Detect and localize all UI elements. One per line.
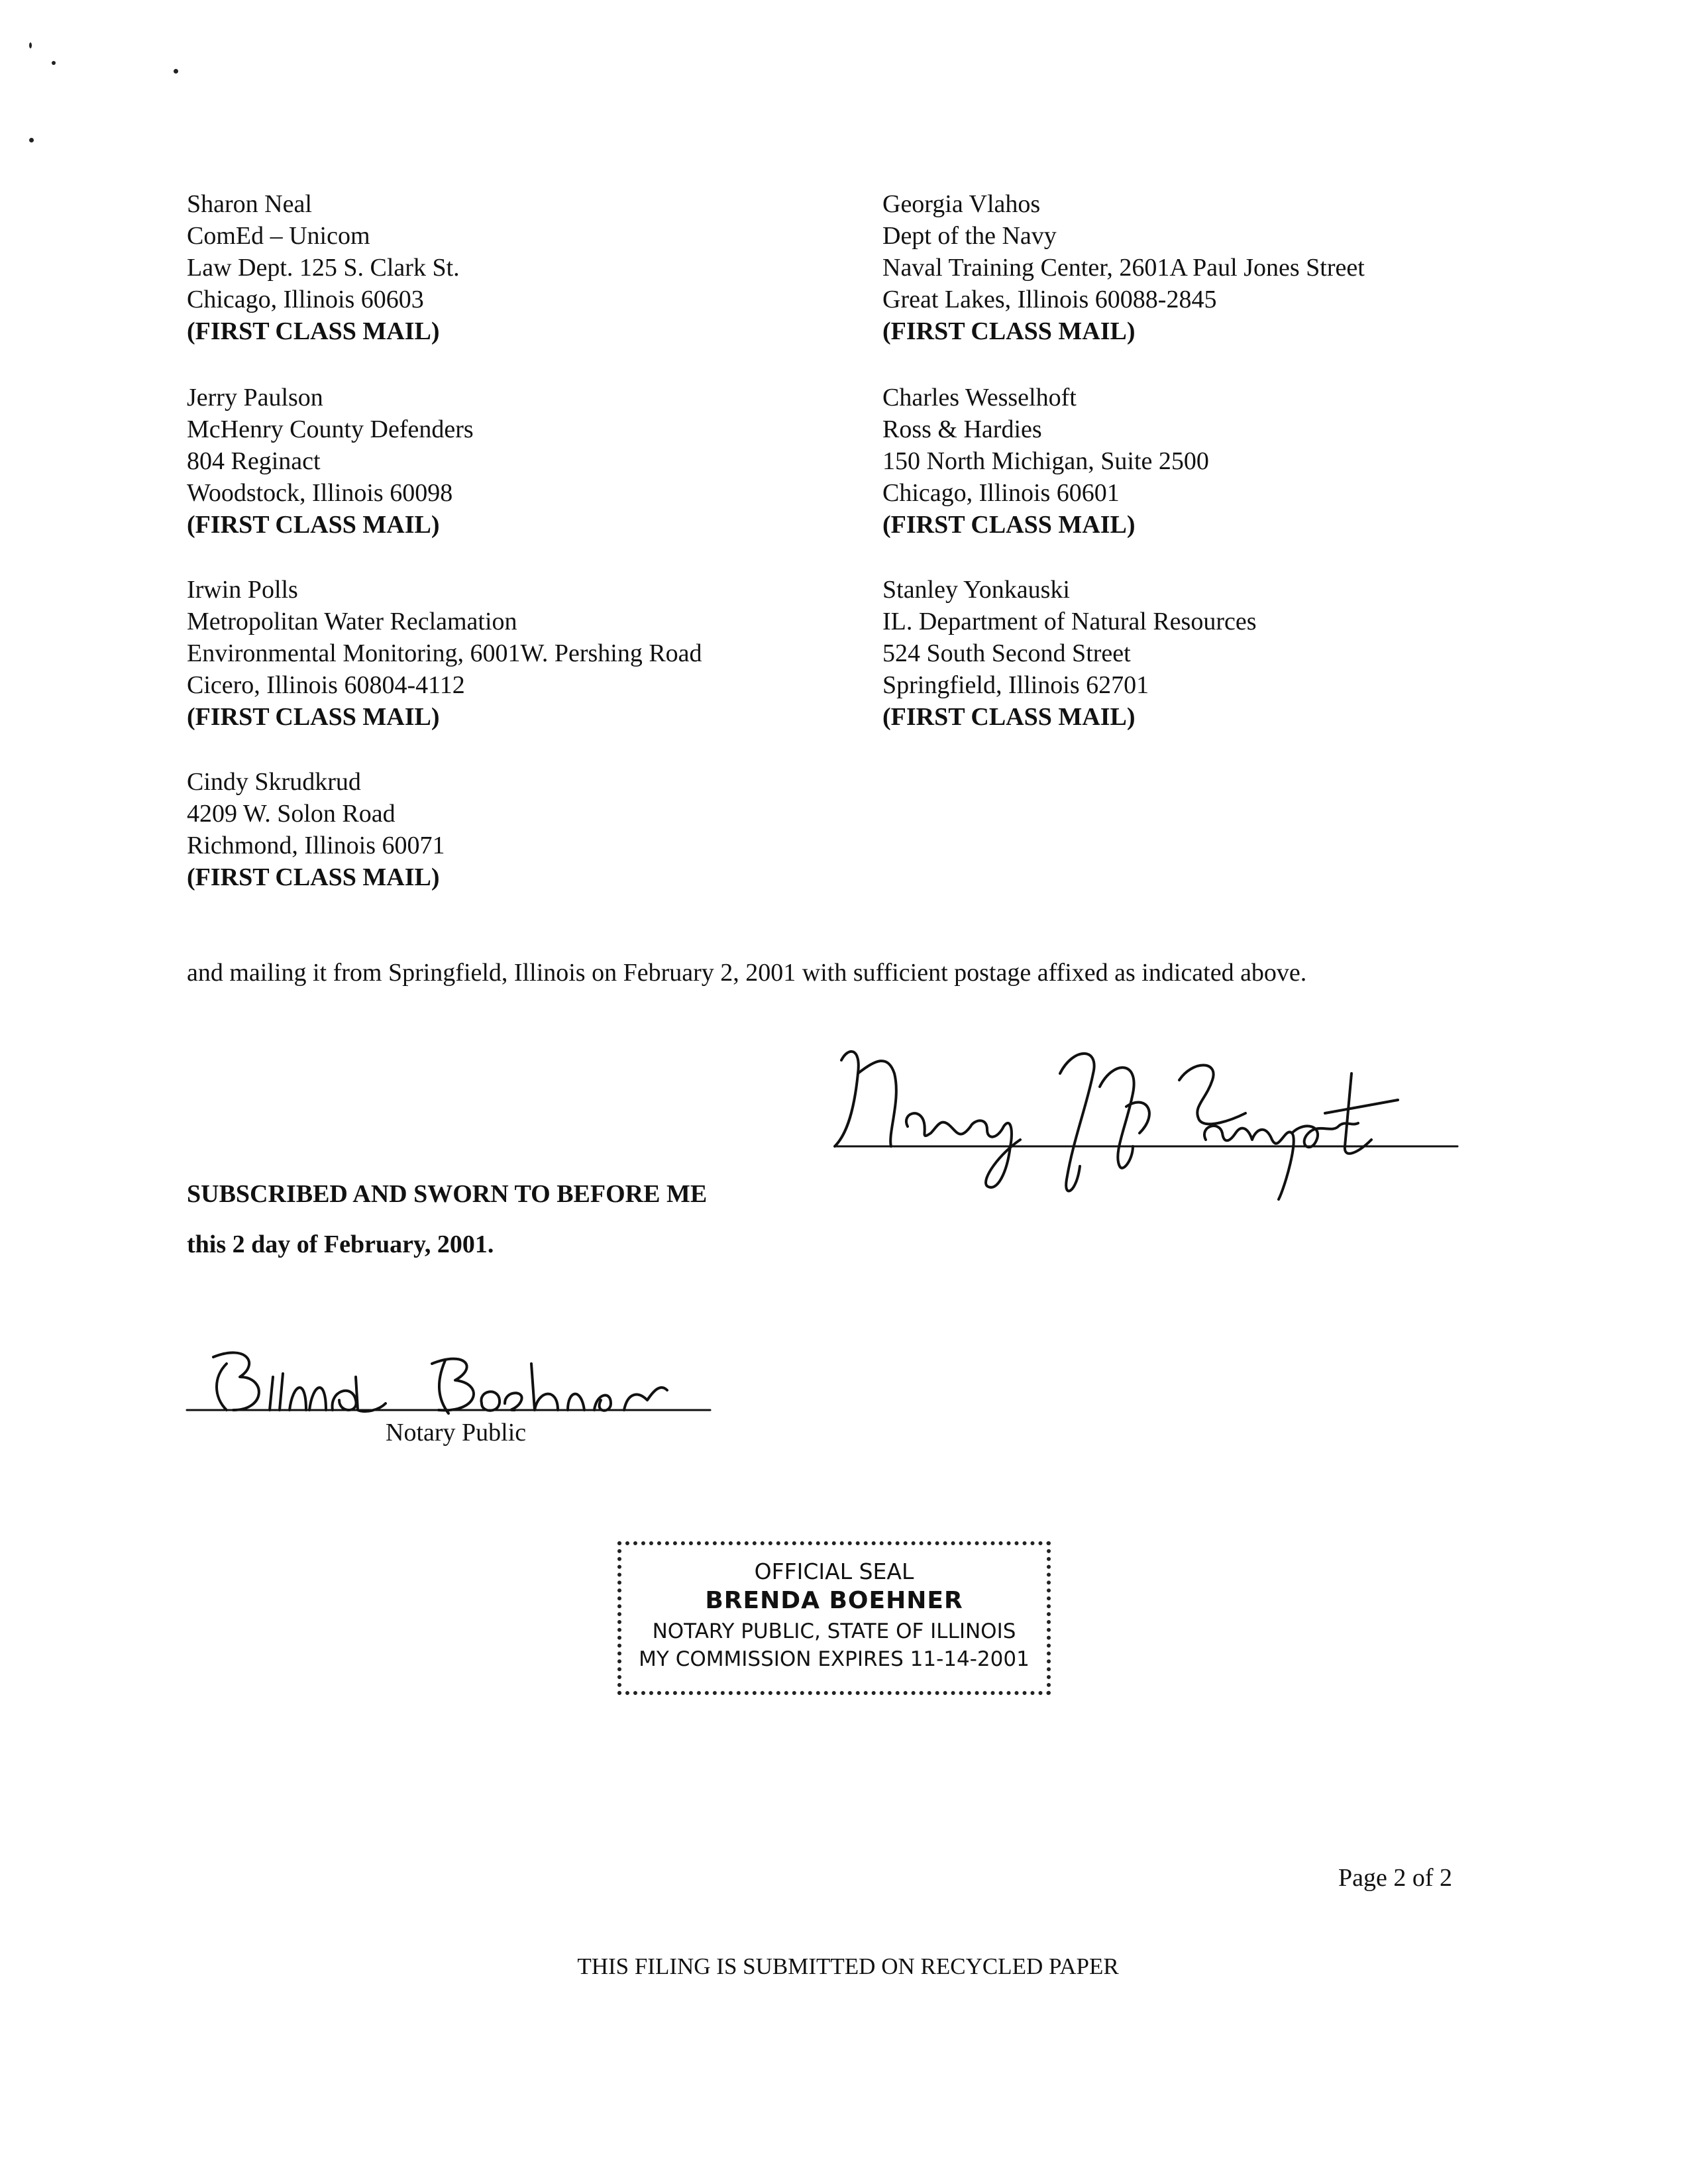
date-line: this 2 day of February, 2001. bbox=[187, 1230, 494, 1258]
recycled-paper-footer: THIS FILING IS SUBMITTED ON RECYCLED PAPER bbox=[577, 1953, 1119, 1979]
seal-notary-name: BRENDA BOEHNER bbox=[705, 1587, 963, 1614]
scan-speck bbox=[52, 61, 56, 65]
recipient-org: Metropolitan Water Reclamation bbox=[187, 608, 517, 635]
mail-class: (FIRST CLASS MAIL) bbox=[882, 703, 1136, 731]
official-seal-stamp bbox=[617, 1541, 1051, 1695]
recipient-name: Cindy Skrudkrud bbox=[187, 768, 361, 796]
mail-class: (FIRST CLASS MAIL) bbox=[187, 511, 440, 539]
subscribed-sworn-text: SUBSCRIBED AND SWORN TO BEFORE ME bbox=[187, 1180, 708, 1208]
recipient-city: Great Lakes, Illinois 60088-2845 bbox=[882, 286, 1217, 313]
recipient-stanley-yonkauski bbox=[882, 574, 1257, 733]
recipient-street: Naval Training Center, 2601A Paul Jones Street bbox=[882, 254, 1365, 282]
seal-notary-state: NOTARY PUBLIC, STATE OF ILLINOIS bbox=[652, 1619, 1016, 1643]
recipient-city: Cicero, Illinois 60804-4112 bbox=[187, 671, 465, 699]
notary-signature bbox=[187, 1337, 717, 1423]
recipient-org: Dept of the Navy bbox=[882, 222, 1057, 250]
recipient-name: Charles Wesselhoft bbox=[882, 384, 1077, 411]
recipient-org: Ross & Hardies bbox=[882, 415, 1042, 443]
recipient-street: 804 Reginact bbox=[187, 447, 321, 475]
mail-class: (FIRST CLASS MAIL) bbox=[882, 511, 1136, 539]
seal-commission-expiry: MY COMMISSION EXPIRES 11-14-2001 bbox=[639, 1647, 1030, 1671]
recipient-org: ComEd – Unicom bbox=[187, 222, 370, 250]
recipient-irwin-polls bbox=[187, 574, 702, 733]
page-number: Page 2 of 2 bbox=[1338, 1864, 1453, 1892]
signer-signature bbox=[822, 1034, 1471, 1206]
scan-speck bbox=[29, 138, 34, 142]
recipient-name: Stanley Yonkauski bbox=[882, 576, 1070, 604]
recipient-street: 4209 W. Solon Road bbox=[187, 800, 396, 828]
recipient-street: Environmental Monitoring, 6001W. Pershing Road bbox=[187, 639, 702, 667]
recipient-city: Woodstock, Illinois 60098 bbox=[187, 479, 453, 507]
recipient-city: Springfield, Illinois 62701 bbox=[882, 671, 1149, 699]
mail-class: (FIRST CLASS MAIL) bbox=[187, 863, 440, 891]
notary-public-label: Notary Public bbox=[386, 1419, 527, 1447]
scan-speck bbox=[29, 42, 32, 48]
seal-title: OFFICIAL SEAL bbox=[754, 1558, 914, 1584]
recipient-name: Georgia Vlahos bbox=[882, 190, 1041, 218]
recipient-name: Sharon Neal bbox=[187, 190, 312, 218]
recipient-city: Chicago, Illinois 60601 bbox=[882, 479, 1120, 507]
recipient-org: IL. Department of Natural Resources bbox=[882, 608, 1257, 635]
scan-speck bbox=[174, 69, 178, 74]
mailing-statement: and mailing it from Springfield, Illinois on February 2, 2001 with sufficient postage affixed as indicated above. bbox=[187, 959, 1307, 987]
recipient-charles-wesselhoft bbox=[882, 382, 1209, 541]
recipient-street: 150 North Michigan, Suite 2500 bbox=[882, 447, 1209, 475]
recipient-name: Jerry Paulson bbox=[187, 384, 323, 411]
mail-class: (FIRST CLASS MAIL) bbox=[187, 703, 440, 731]
recipient-street: Law Dept. 125 S. Clark St. bbox=[187, 254, 460, 282]
recipient-name: Irwin Polls bbox=[187, 576, 298, 604]
mail-class: (FIRST CLASS MAIL) bbox=[187, 317, 440, 345]
recipient-street: 524 South Second Street bbox=[882, 639, 1131, 667]
recipient-city: Richmond, Illinois 60071 bbox=[187, 832, 445, 859]
recipient-jerry-paulson bbox=[187, 382, 474, 541]
recipient-georgia-vlahos bbox=[882, 188, 1365, 347]
recipient-sharon-neal bbox=[187, 188, 460, 347]
mail-class: (FIRST CLASS MAIL) bbox=[882, 317, 1136, 345]
recipient-city: Chicago, Illinois 60603 bbox=[187, 286, 424, 313]
recipient-org: McHenry County Defenders bbox=[187, 415, 474, 443]
recipient-cindy-skrudkrud bbox=[187, 766, 445, 893]
